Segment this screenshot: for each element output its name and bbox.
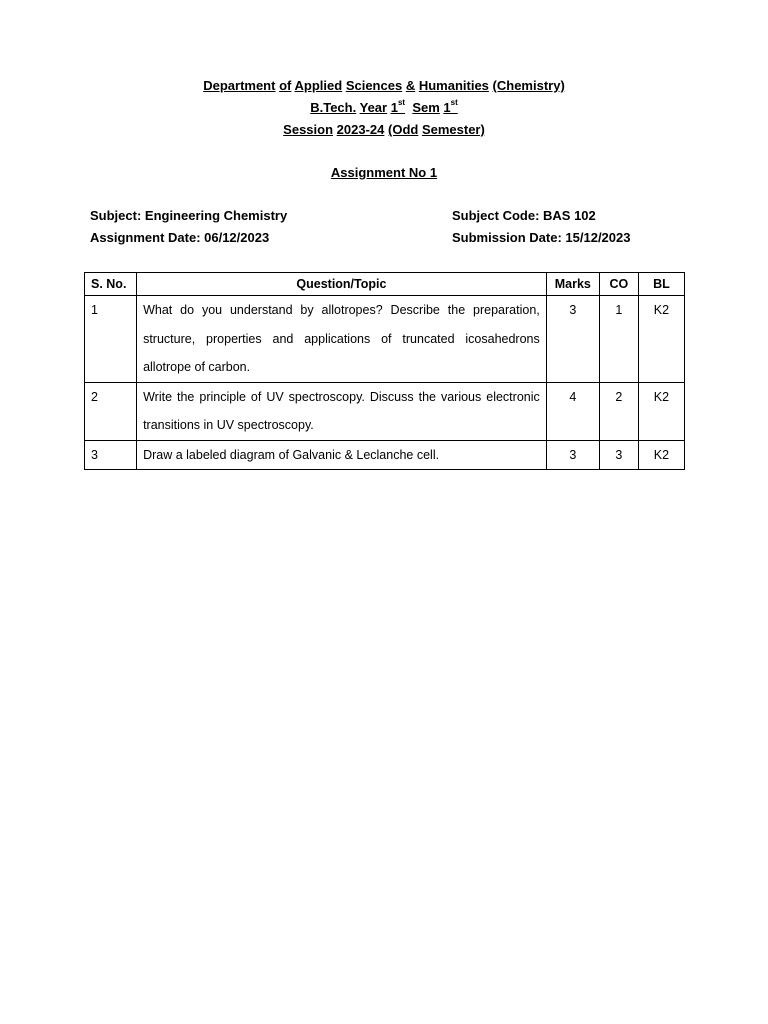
dept-word: (Chemistry): [492, 78, 565, 93]
course-year-num: 1: [390, 100, 398, 115]
header-marks: Marks: [546, 273, 599, 296]
dept-word: &: [405, 78, 416, 93]
assignment-title: [0, 162, 768, 184]
dept-word: Humanities: [418, 78, 489, 93]
course-btech: B.Tech.: [310, 100, 357, 115]
dept-word: Department: [203, 78, 276, 93]
session-word: 2023-24: [336, 122, 385, 137]
course-sem-num: 1: [443, 100, 451, 115]
cell-marks: 4: [546, 382, 599, 440]
session-word: (Odd: [388, 122, 419, 137]
table-row: [85, 440, 685, 470]
course-sem-word: Sem: [412, 100, 440, 115]
course-sem-sup: st: [450, 97, 458, 107]
course-year-sup: st: [397, 97, 406, 107]
course-sem: [443, 97, 458, 115]
cell-sno: 1: [85, 296, 137, 383]
cell-marks: 3: [546, 440, 599, 470]
table-row: [85, 382, 685, 440]
dept-word: Applied: [294, 78, 343, 93]
header-sno: S. No.: [85, 273, 137, 296]
cell-marks: 3: [546, 296, 599, 383]
cell-bl: K2: [638, 382, 684, 440]
cell-question: Draw a labeled diagram of Galvanic & Leclanche cell.: [137, 440, 547, 470]
subject-code: Subject Code: BAS 102: [452, 208, 596, 223]
header-co: CO: [599, 273, 638, 296]
dept-word: of: [279, 78, 292, 93]
course-year: [390, 97, 406, 115]
table-header-row: [85, 273, 685, 296]
cell-sno: 2: [85, 382, 137, 440]
session-word: Semester): [421, 122, 485, 137]
cell-bl: K2: [638, 296, 684, 383]
dept-word: Sciences: [345, 78, 403, 93]
cell-question: Write the principle of UV spectroscopy. Discuss the various electronic transitions in UV spectroscopy.: [137, 382, 547, 440]
department-heading: [0, 75, 768, 97]
table-row: [85, 296, 685, 383]
submission-date: Submission Date: 15/12/2023: [452, 230, 631, 245]
cell-co: 3: [599, 440, 638, 470]
assignment-title-text: Assignment No 1: [330, 165, 438, 180]
course-heading: [0, 97, 768, 119]
course-year-word: Year: [359, 100, 388, 115]
header-question: Question/Topic: [137, 273, 547, 296]
header-bl: BL: [638, 273, 684, 296]
assignment-date: Assignment Date: 06/12/2023: [90, 230, 270, 245]
cell-bl: K2: [638, 440, 684, 470]
cell-sno: 3: [85, 440, 137, 470]
subject-line: Subject: Engineering Chemistry: [90, 208, 288, 223]
session-word: Session: [283, 122, 334, 137]
cell-co: 1: [599, 296, 638, 383]
session-heading: [0, 119, 768, 141]
question-table: [84, 272, 685, 470]
cell-question: What do you understand by allotropes? Describe the preparation, structure, properties and applications of truncated icosahedrons allotrope of carbon.: [137, 296, 547, 383]
cell-co: 2: [599, 382, 638, 440]
